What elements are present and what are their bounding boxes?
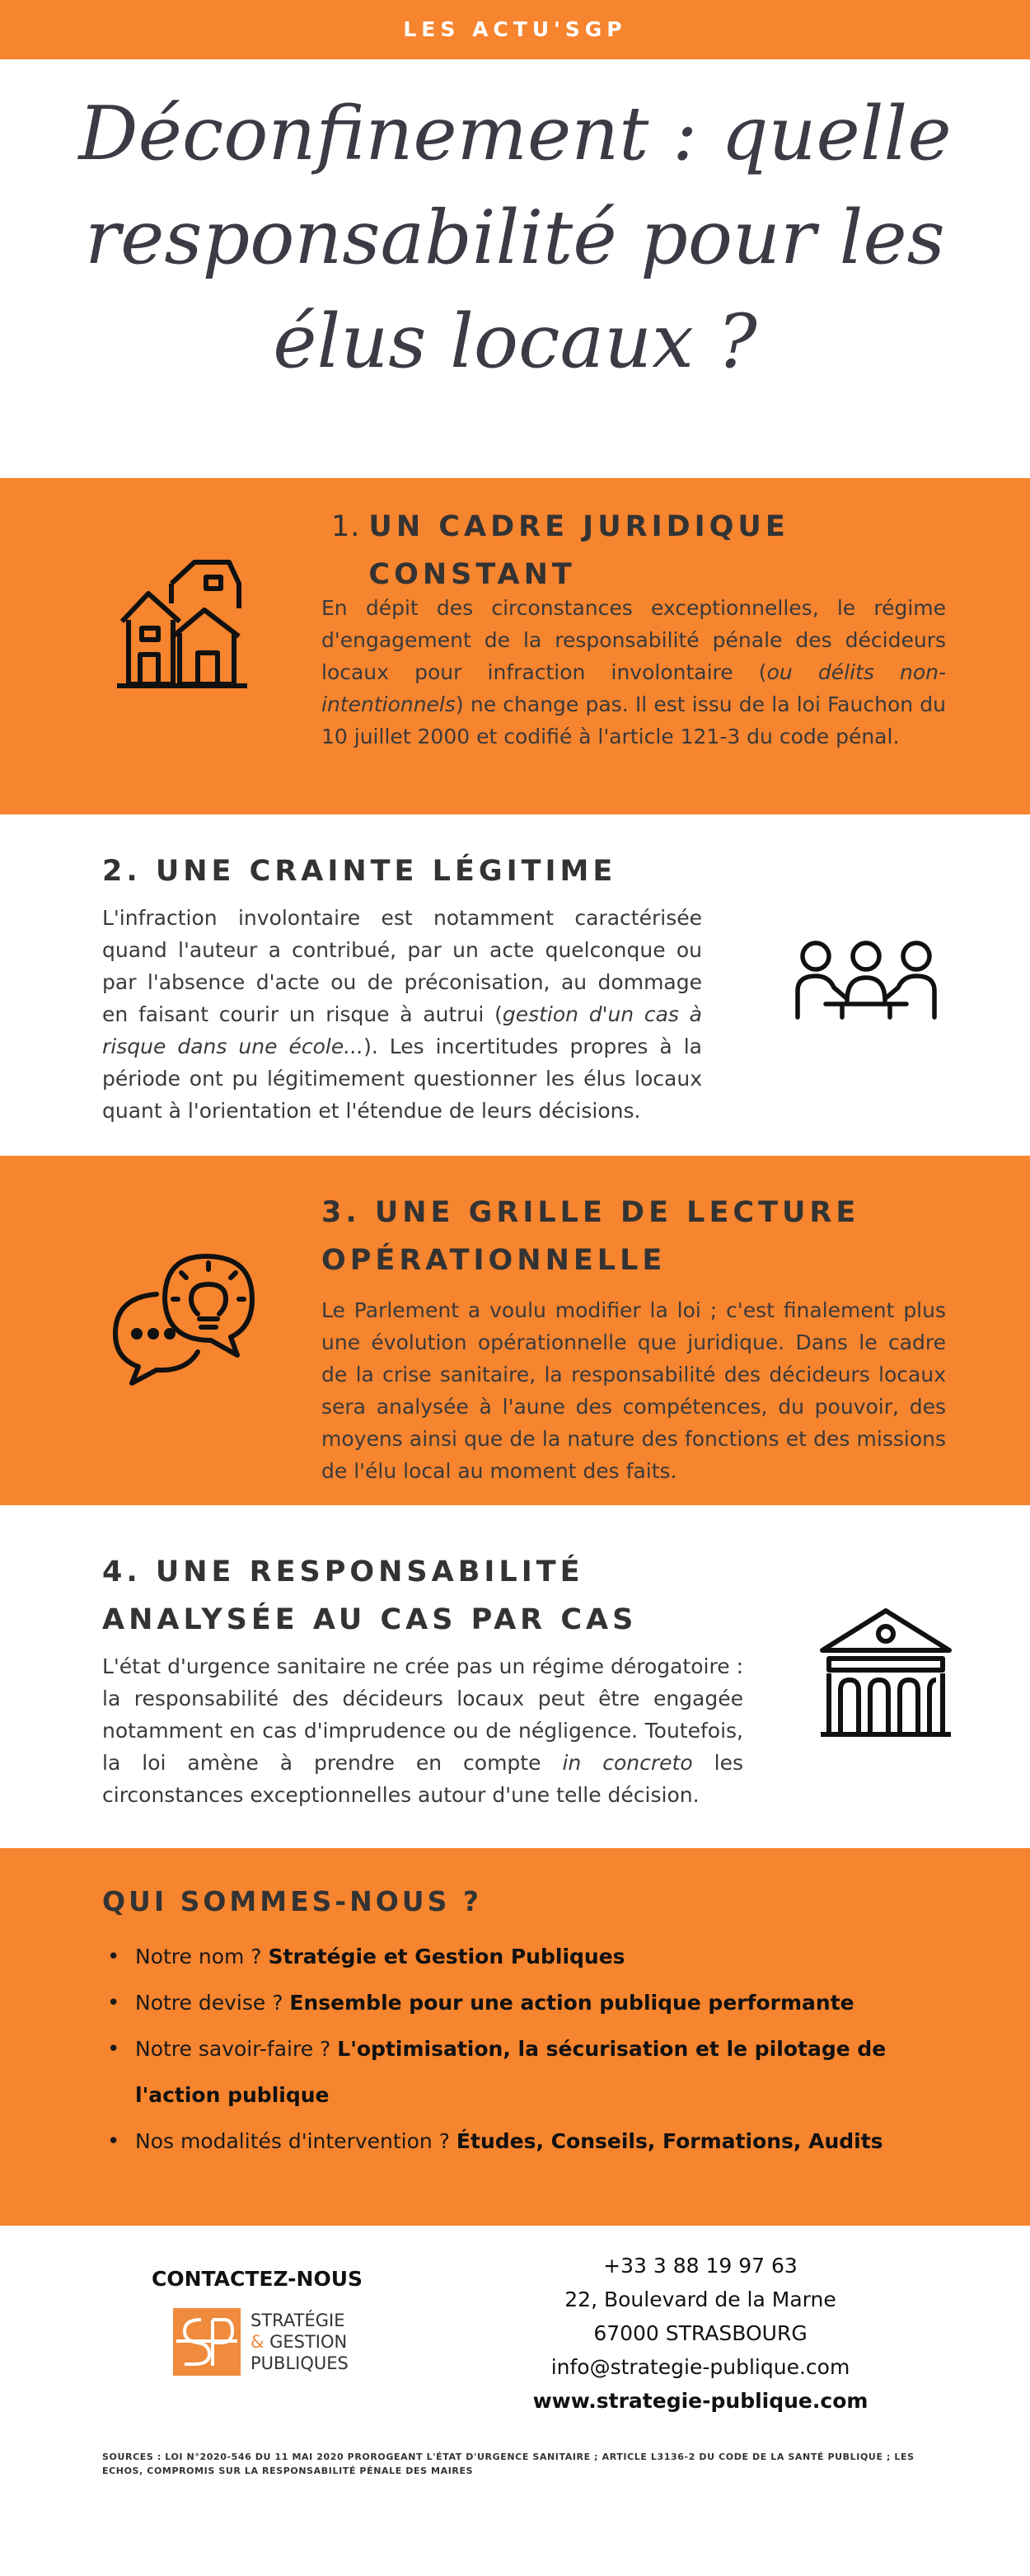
s4-text-part-2: les circonstances exceptionnelles autour d'une telle décision. [102,1751,743,1807]
about-section [0,1848,1030,2226]
s2-text-part-2: ). Les incertitudes propres à la période ont pu légitimement questionner les élus locaux quant à l'orientation et l'étendue de leurs décisions. [102,1035,702,1123]
contact-section [0,2226,1030,2576]
s4-text-part-1: L'état d'urgence sanitaire ne crée pas un régime dérogatoire : la responsabilité des décideurs locaux peut être engagée notamment en cas d'imprudence ou de négligence. Toutefois, la loi amène à prendre en compte [102,1654,743,1775]
company-logo [173,2308,371,2382]
s1-heading-line-1: UN CADRE JURIDIQUE [368,510,789,543]
section-1 [0,478,1030,814]
s4-heading [102,1548,637,1644]
s1-text-part-2: ) ne change pas. Il est issu de la loi Fauchon du 10 juillet 2000 et codifié à l'article 121-3 du code pénal. [321,692,946,748]
title-line-1: Déconfinement : quelle [78,91,952,177]
contact-street: 22, Boulevard de la Marne [564,2287,836,2311]
about-heading: QUI SOMMES-NOUS ? [102,1885,482,1917]
about-item: • Nos modalités d'intervention ? Études, Conseils, Formations, Audits [102,2119,893,2165]
public-building-icon [816,1604,956,1741]
logo-wordmark: STRATÉGIE & GESTION PUBLIQUES [250,2311,349,2373]
about-item: • Notre savoir-faire ? L'optimisation, la sécurisation et le pilotage de l'action publique [102,2026,893,2119]
s2-heading: 2. UNE CRAINTE LÉGITIME [102,855,617,888]
s3-text: Le Parlement a voulu modifier la loi ; c'est finalement plus une évolution opérationnelle que juridique. Dans le cadre de la crise sanitaire, la responsabilité des décideurs locaux sera analysée à l'aune des compétences, du pouvoir, des moyens ainsi que de la nature des fonctions et des missions de l'élu local au moment des faits. [321,1298,946,1483]
contact-email[interactable]: info@strategie-publique.com [550,2355,850,2379]
section-2 [0,814,1030,1156]
s3-heading-line-1: 3. UNE GRILLE DE LECTURE [321,1196,860,1229]
section-4 [0,1505,1030,1848]
contact-website[interactable]: www.strategie-publique.com [532,2389,868,2413]
page-title [0,82,1030,394]
s3-heading [321,1189,859,1284]
meeting-people-icon [793,938,939,1021]
s1-text [321,592,946,753]
contact-phone[interactable]: +33 3 88 19 97 63 [603,2254,798,2278]
contact-details [494,2249,906,2418]
s3-heading-line-2: OPÉRATIONNELLE [321,1244,667,1277]
s1-number: 1. [331,510,361,543]
top-banner [0,0,1030,59]
contact-city: 67000 STRASBOURG [593,2321,808,2345]
contact-heading: CONTACTEZ-NOUS [152,2267,363,2291]
s4-heading-line-1: 4. UNE RESPONSABILITÉ [102,1555,584,1588]
about-item: • Notre nom ? Stratégie et Gestion Publiques [102,1934,893,1980]
s4-heading-line-2: ANALYSÉE AU CAS PAR CAS [102,1603,638,1636]
houses-icon [114,551,250,691]
s4-text [102,1650,743,1811]
sources-note: SOURCES : LOI N°2020-546 DU 11 MAI 2020 PROROGEANT L'ÉTAT D'URGENCE SANITAIRE ; ARTICLE L3136-2 DU CODE DE LA SANTÉ PUBLIQUE ; LES ECHOS, COMPROMIS SUR LA RESPONSABILITÉ PÉNALE DES MAIRES [102,2452,915,2476]
idea-chat-icon [107,1248,264,1388]
banner-label: LES ACTU'SGP [403,17,627,41]
title-line-2: responsabilité pour les [85,195,945,281]
s2-text [102,902,702,1127]
title-line-3: élus locaux ? [273,298,757,385]
s1-text-italic: ou délits non-intentionnels [321,660,946,716]
s1-text-part-1: En dépit des circonstances exceptionnelles, le régime d'engagement de la responsabilité pénale des décideurs locaux pour infraction involontaire ( [321,596,946,684]
s1-heading-line-2: CONSTANT [368,558,576,591]
s1-heading [331,503,789,598]
logo-mark [173,2308,241,2376]
about-item: • Notre devise ? Ensemble pour une action publique performante [102,1980,893,2026]
s2-text-part-1: L'infraction involontaire est notamment caractérisée quand l'auteur a contribué, par un acte quelconque ou par l'absence d'acte ou de préconisation, au dommage en faisant courir un risque à autrui ( [102,906,702,1026]
s2-text-italic: gestion d'un cas à risque dans une école... [102,1002,702,1058]
s4-text-italic: in concreto [562,1751,693,1775]
section-3 [0,1156,1030,1505]
about-list [102,1934,893,2165]
